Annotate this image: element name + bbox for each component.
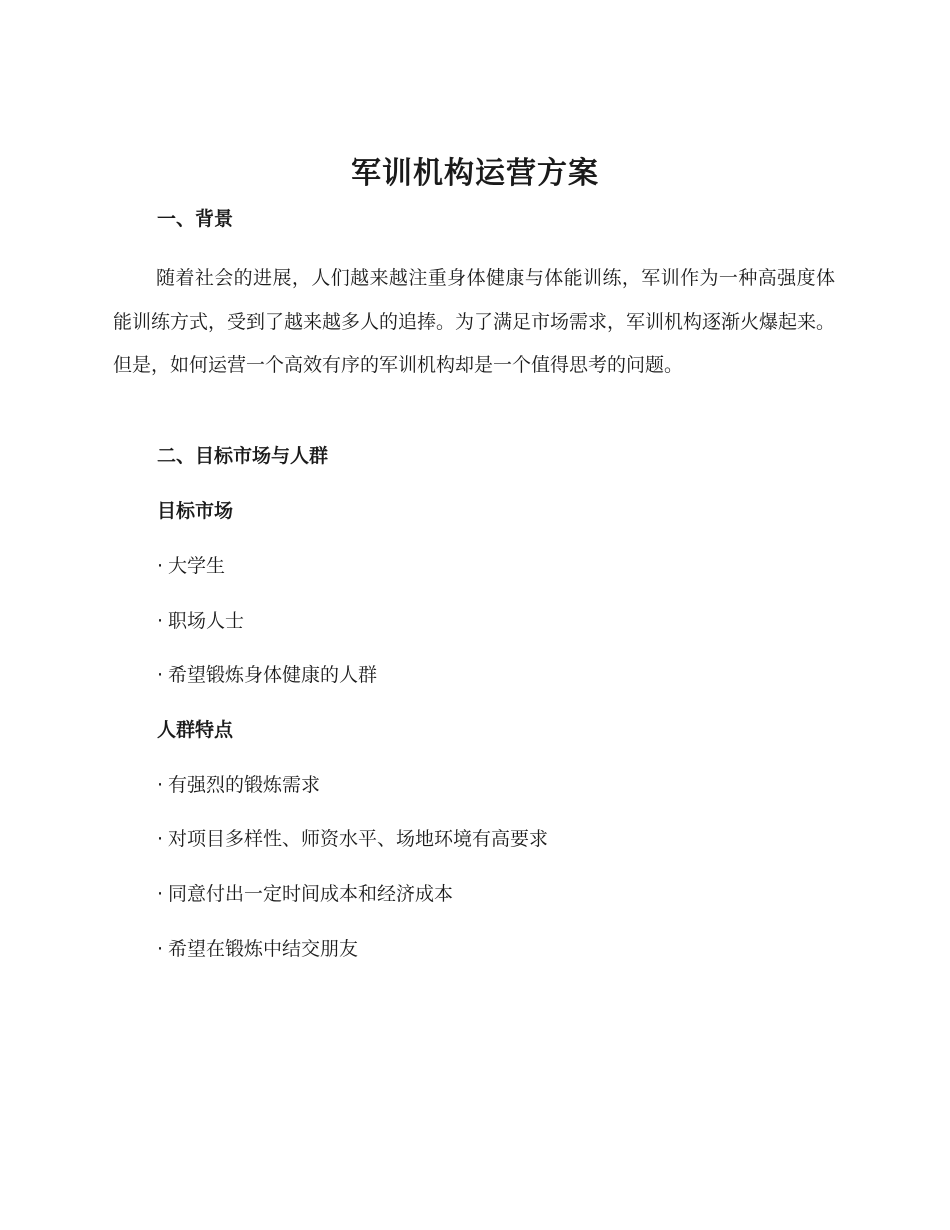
bullet-dot: ·: [157, 774, 164, 796]
bullet-dot: ·: [157, 828, 164, 850]
bullet-dot: ·: [157, 555, 164, 577]
document-title: 军训机构运营方案: [351, 156, 599, 191]
list-item: [157, 824, 548, 854]
subheading-target-market: 目标市场: [157, 500, 234, 522]
section-heading-target-market: 二、目标市场与人群: [157, 445, 329, 467]
bullet-dot: ·: [157, 664, 164, 686]
bullet-dot: ·: [157, 610, 164, 632]
list-item: [157, 551, 225, 581]
list-item: [157, 879, 453, 909]
list-item: [157, 934, 358, 964]
list-item: [157, 660, 377, 690]
list-item-text: 希望锻炼身体健康的人群: [168, 664, 378, 686]
list-item-text: 同意付出一定时间成本和经济成本: [168, 883, 454, 905]
list-item-text: 有强烈的锻炼需求: [168, 774, 321, 796]
background-paragraph: 随着社会的进展，人们越来越注重身体健康与体能训练，军训作为一种高强度体能训练方式，受到了越来越多人的追捧。为了满足市场需求，军训机构逐渐火爆起来。但是，如何运营一个高效有序的军训机构却是一个值得思考的问题。: [113, 267, 836, 376]
list-item-text: 希望在锻炼中结交朋友: [168, 938, 359, 960]
list-item: [157, 606, 244, 636]
bullet-dot: ·: [157, 938, 164, 960]
list-item-text: 对项目多样性、师资水平、场地环境有高要求: [168, 828, 549, 850]
list-item-text: 大学生: [168, 555, 226, 577]
subheading-audience-traits: 人群特点: [157, 719, 234, 741]
section-heading-background: 一、背景: [157, 208, 234, 230]
list-item-text: 职场人士: [168, 610, 245, 632]
bullet-dot: ·: [157, 883, 164, 905]
list-item: [157, 770, 320, 800]
